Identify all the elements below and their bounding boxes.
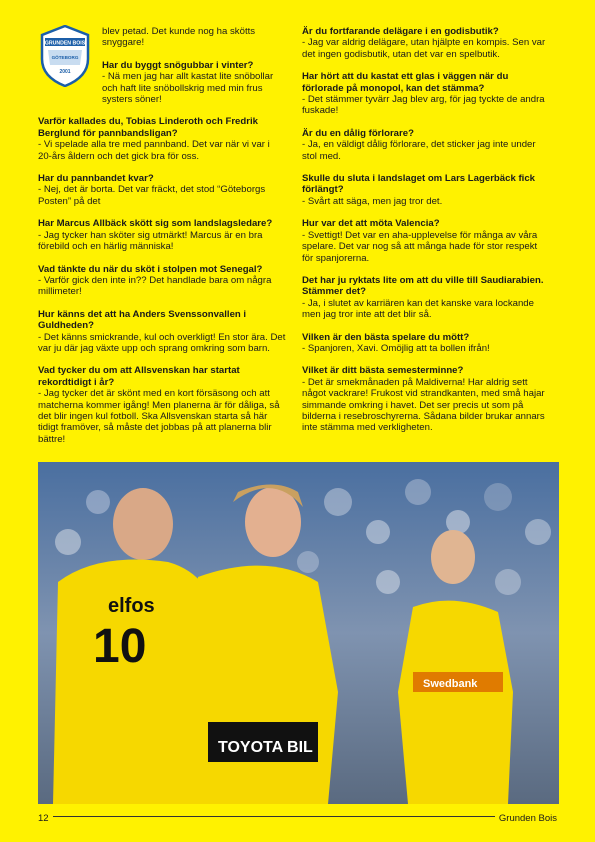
interview-item — [38, 173, 286, 207]
question: Det har ju ryktats lite om att du ville till Saudiarabien. Stämmer det? — [302, 274, 544, 298]
right-column — [302, 26, 550, 445]
interview-item — [302, 173, 550, 207]
question: Hur var det att möta Valencia? — [302, 218, 440, 230]
interview-item — [302, 26, 550, 60]
answer: - Vi spelade alla tre med pannband. Det var när vi var i 20-års åldern och det gick bra för oss. — [38, 139, 270, 162]
question: Har du byggt snögubbar i vinter? — [102, 59, 254, 71]
photo-illustration — [38, 462, 559, 804]
interview-item — [302, 275, 550, 321]
question: Har hört att du kastat ett glas i väggen när du förlorade på monopol, kan det stämma? — [302, 71, 509, 94]
question: Har Marcus Allbäck skött sig som landslagsledare? — [38, 218, 273, 230]
answer: - Jag tycker det är skönt med en kort försäsong och att matcherna kommer igång! Men planerna är för dåliga, så det blir ingen kul fotboll. Ska Allsvenskan starta så här tidigt framöver, så måste det jobbas på att planerna blir bättre! — [38, 388, 280, 445]
logo-title: GRUNDEN BOIS — [44, 40, 86, 47]
answer: - Nä men jag har allt kastat lite snöbollar och haft lite snöbollskrig med min frus systers söner! — [102, 71, 274, 106]
sponsor-logo: TOYOTA BIL — [218, 739, 313, 756]
question: Vilken är den bästa spelare du mött? — [302, 331, 470, 343]
left-column — [38, 26, 286, 456]
page-number: 12 — [38, 813, 53, 824]
answer: blev petad. Det kunde nog ha skötts snyggare! — [102, 26, 256, 49]
sponsor-logo: elfos — [108, 595, 155, 617]
answer: - Jag var aldrig delägare, utan hjälpte en kompis. Sen var det ingen godisbutik, utan det var en spelbutik. — [302, 37, 546, 60]
question: Varför kallades du, Tobias Linderoth och Fredrik Berglund för pannbandsligan? — [38, 116, 258, 139]
interview-item — [38, 218, 286, 252]
answer: - Det stämmer tyvärr Jag blev arg, för jag tyckte de andra fuskade! — [302, 94, 545, 117]
answer: - Svettigt! Det var en aha-upplevelse för många av våra spelare. Det var nog så att många hade för stor respekt för spanjorerna. — [302, 229, 538, 264]
interview-item — [38, 60, 286, 106]
interview-item — [302, 365, 550, 433]
answer: - Ja, en väldigt dålig förlorare, det sticker jag inte under stol med. — [302, 139, 536, 162]
answer: - Nej, det är borta. Det var fräckt, det stod “Göteborgs Posten” på det — [38, 184, 266, 207]
interview-item — [38, 116, 286, 162]
answer: - Spanjoren, Xavi. Omöjlig att ta bollen ifrån! — [302, 342, 490, 354]
interview-item — [38, 365, 286, 445]
question: Vad tycker du om att Allsvenskan har startat rekordtidigt i år? — [38, 365, 240, 388]
answer: - Jag tycker han sköter sig utmärkt! Marcus är en bra förebild och en härlig människa! — [38, 229, 263, 253]
answer: - Ja, i slutet av karriären kan det kanske vara lockande men jag tror inte att det blir så. — [302, 297, 534, 321]
magazine-name: Grunden Bois — [495, 813, 557, 824]
interview-item — [302, 128, 550, 162]
footer-rule — [38, 816, 557, 817]
sponsor-logo: Swedbank — [423, 678, 478, 690]
answer: - Svårt att säga, men jag tror det. — [302, 195, 443, 207]
question: Skulle du sluta i landslaget om Lars Lagerbäck fick förlängt? — [302, 173, 535, 196]
interview-item — [302, 71, 550, 117]
question: Vad tänkte du när du sköt i stolpen mot Senegal? — [38, 263, 263, 275]
question: Vilket är ditt bästa semesterminne? — [302, 365, 464, 377]
question: Är du fortfarande delägare i en godisbutik? — [302, 26, 499, 37]
question: Har du pannbandet kvar? — [38, 173, 154, 185]
logo-city: GÖTEBORG — [51, 55, 79, 60]
logo-year: 2001 — [59, 69, 71, 75]
answer: - Varför gick den inte in?? Det handlade bara om några millimeter! — [38, 274, 272, 298]
interview-item — [38, 264, 286, 298]
interview-item — [38, 26, 286, 49]
question: Är du en dålig förlorare? — [302, 127, 414, 139]
answer: - Det känns smickrande, kul och overkligt! En stor ära. Det var ju där jag växte upp och sprang omkring som barn. — [38, 331, 286, 354]
team-photo — [38, 462, 559, 804]
answer: - Det är smekmånaden på Maldiverna! Har aldrig sett något vackrare! Frukost vid strandkanten, med små hajar simmande omkring i havet. Det ser precis ut som på bilderna i resebroschyrerna. Sådana bilder brukar annars inte stämma med verkligheten. — [302, 376, 545, 434]
question: Hur känns det att ha Anders Svenssonvallen i Guldheden? — [38, 308, 247, 332]
interview-item — [302, 218, 550, 264]
shirt-number: 10 — [93, 620, 147, 673]
interview-item — [302, 332, 550, 355]
interview-item — [38, 309, 286, 355]
